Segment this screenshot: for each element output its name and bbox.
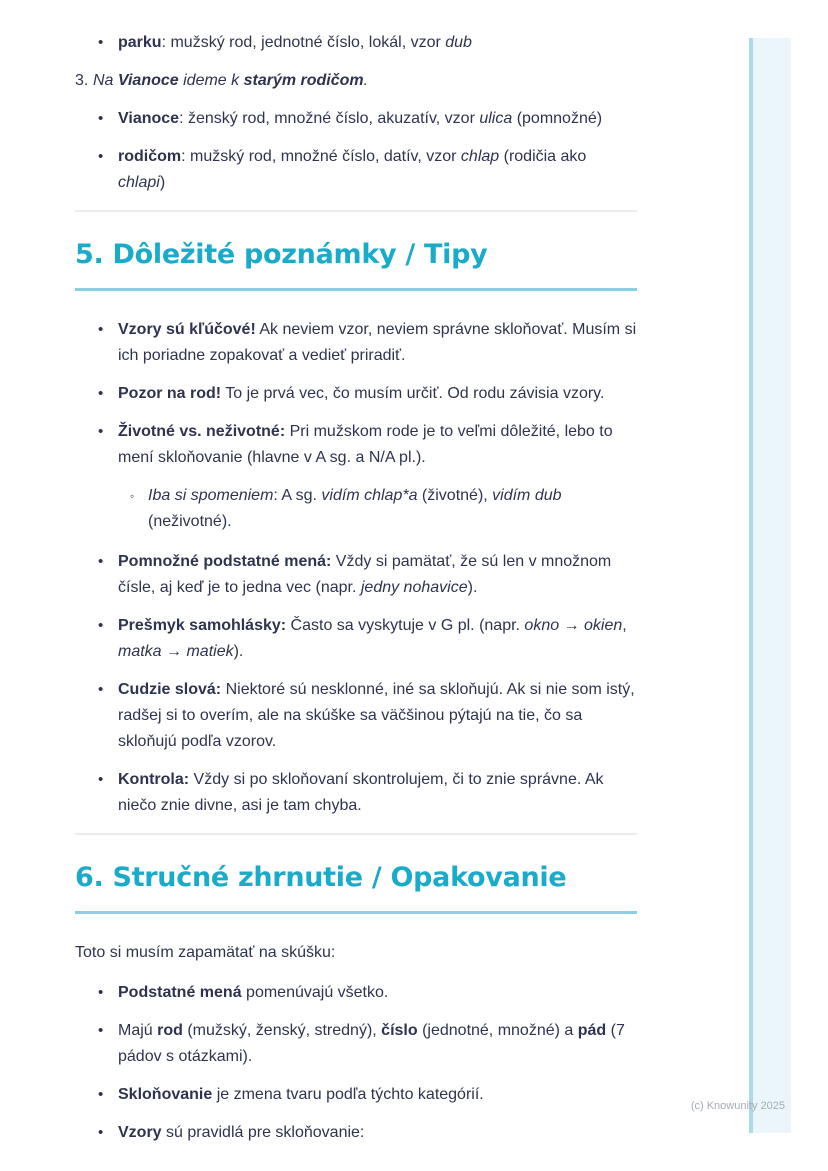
list-item-text (118, 1120, 637, 1146)
numbered-item-3 (75, 68, 637, 94)
text-segment: Pomnožné podstatné mená: (118, 553, 332, 570)
list-item-text (118, 317, 637, 369)
text-segment: rod (157, 1022, 183, 1039)
tip-pomnozne (75, 549, 637, 601)
text-segment: vidím dub (492, 487, 562, 504)
bullet-icon: • (98, 681, 104, 698)
text-segment: dub (445, 34, 472, 51)
text-segment: Cudzie slová: (118, 681, 222, 698)
text-segment: parku (118, 34, 162, 51)
text-segment: , (622, 617, 627, 634)
text-segment: Často sa vyskytuje v G pl. (napr. (286, 617, 525, 634)
list-item-text (118, 767, 637, 819)
list-item-vianoce (75, 106, 637, 132)
text-segment: ideme k (178, 72, 244, 89)
text-segment: jedny nohavice (360, 579, 468, 596)
bullet-icon: • (98, 984, 104, 1001)
list-item-text (118, 381, 637, 407)
list-item-rodicom (75, 144, 637, 196)
text-segment: Na (93, 72, 118, 89)
list-item-text (118, 106, 637, 132)
text-segment: Kontrola: (118, 771, 190, 788)
section-divider-1 (75, 210, 637, 212)
text-segment: Životné vs. neživotné: (118, 423, 286, 440)
tip-zivotne (75, 419, 637, 471)
text-segment: matiek (186, 643, 234, 660)
summary-podstatne (75, 980, 637, 1006)
bullet-icon: • (98, 385, 104, 402)
list-item-text (118, 30, 637, 56)
text-segment: Skloňovanie (118, 1086, 213, 1103)
text-segment: rodičom (118, 148, 182, 165)
text-segment: ). (467, 579, 478, 596)
text-segment: starým rodičom (243, 72, 364, 89)
text-segment: . (363, 72, 369, 89)
text-segment: Pri mužskom rode je to veľmi dôležité, lebo to mení skloňovanie (hlavne v A sg. a N/A pl.). (118, 423, 613, 466)
tip-zivotne-note (75, 483, 637, 535)
text-segment: je zmena tvaru podľa týchto kategórií. (212, 1086, 484, 1103)
text-segment: Ak neviem vzor, neviem správne skloňovať. Musím si ich poriadne zopakovať a vedieť priradiť. (118, 321, 637, 364)
text-segment: Vzory (118, 1124, 162, 1141)
bullet-icon: • (98, 1124, 104, 1141)
text-segment: (jednotné, množné) a (417, 1022, 578, 1039)
bullet-icon: • (98, 321, 104, 338)
text-segment: (7 pádov s otázkami). (118, 1022, 625, 1065)
text-segment: okno (524, 617, 560, 634)
text-segment: číslo (381, 1022, 418, 1039)
text-segment: (mužský, ženský, stredný), (182, 1022, 382, 1039)
side-accent-bar (749, 38, 791, 1133)
text-segment: pomenúvajú všetko. (241, 984, 389, 1001)
text-segment: (životné), (417, 487, 493, 504)
text-segment: Iba si spomeniem (148, 487, 274, 504)
bullet-icon: • (98, 771, 104, 788)
section-5-heading: 5. Dôležité poznámky / Tipy (75, 236, 637, 291)
content (75, 30, 637, 1158)
list-item-text (118, 419, 637, 471)
list-item-text (118, 1082, 637, 1108)
bullet-icon: • (98, 1086, 104, 1103)
section-divider-2 (75, 833, 637, 835)
bullet-icon: • (98, 34, 104, 51)
text-segment: Vianoce (118, 110, 180, 127)
text-segment: (rodičia ako (499, 148, 587, 165)
text-segment: Vzory sú kľúčové! (118, 321, 256, 338)
text-segment: chlap (460, 148, 500, 165)
summary-vzory (75, 1120, 637, 1146)
text-segment: : A sg. (273, 487, 322, 504)
list-item-text (93, 68, 637, 94)
text-segment: Prešmyk samohlásky: (118, 617, 287, 634)
bullet-icon: • (98, 1022, 104, 1039)
bullet-icon: • (98, 110, 104, 127)
text-segment: Vianoce (117, 72, 179, 89)
text-segment: chlapi (118, 174, 160, 191)
list-item-text (118, 549, 637, 601)
summary-sklonovanie (75, 1082, 637, 1108)
text-segment: : mužský rod, jednotné číslo, lokál, vzor (161, 34, 446, 51)
text-segment: okien (584, 617, 623, 634)
text-segment: (pomnožné) (512, 110, 603, 127)
watermark: (c) Knowunity 2025 (690, 1100, 785, 1112)
sub-bullet-icon: ◦ (130, 489, 135, 503)
tip-vzory (75, 317, 637, 369)
tip-presmyk (75, 613, 637, 665)
text-segment: : ženský rod, množné číslo, akuzatív, vzor (179, 110, 480, 127)
text-segment: → (161, 643, 187, 660)
text-segment: Pozor na rod! (118, 385, 222, 402)
text-segment: Niektoré sú nesklonné, iné sa skloňujú. Ak si nie som istý, radšej si to overím, ale na skúške sa väčšinou pýtajú na tie, čo sa skloňujú podľa vzorov. (118, 681, 635, 750)
text-segment: : mužský rod, množné číslo, datív, vzor (181, 148, 461, 165)
bullet-icon: • (98, 148, 104, 165)
tip-rod (75, 381, 637, 407)
list-item-parku (75, 30, 637, 56)
list-item-text (118, 980, 637, 1006)
summary-intro (75, 940, 637, 966)
text-segment: ) (159, 174, 166, 191)
tip-cudzie (75, 677, 637, 755)
text-segment: To je prvá vec, čo musím určiť. Od rodu závisia vzory. (221, 385, 605, 402)
text-segment: (neživotné). (148, 513, 232, 530)
text-segment: vidím chlap*a (321, 487, 418, 504)
bullet-icon: • (98, 617, 104, 634)
bullet-icon: • (98, 553, 104, 570)
text-segment: matka (118, 643, 162, 660)
list-item-text (118, 677, 637, 755)
list-number: 3. (75, 72, 89, 89)
text-segment: ). (233, 643, 244, 660)
text-segment: Majú (118, 1022, 158, 1039)
list-item-text (118, 613, 637, 665)
list-item-text (148, 483, 637, 535)
text-segment: Podstatné mená (118, 984, 242, 1001)
tip-kontrola (75, 767, 637, 819)
text-segment: pád (577, 1022, 607, 1039)
list-item-text (118, 144, 637, 196)
text-segment: → (559, 617, 585, 634)
text-segment: Vždy si po skloňovaní skontrolujem, či to znie správne. Ak niečo znie divne, asi je tam chyba. (118, 771, 604, 814)
section-6-heading: 6. Stručné zhrnutie / Opakovanie (75, 859, 637, 914)
text-segment: ulica (479, 110, 513, 127)
text-segment: sú pravidlá pre skloňovanie: (161, 1124, 365, 1141)
summary-kategorie (75, 1018, 637, 1070)
bullet-icon: • (98, 423, 104, 440)
text-segment: Vždy si pamätať, že sú len v množnom čísle, aj keď je to jedna vec (napr. (118, 553, 612, 596)
text-segment: Toto si musím zapamätať na skúšku: (75, 944, 336, 961)
list-item-text (118, 1018, 637, 1070)
